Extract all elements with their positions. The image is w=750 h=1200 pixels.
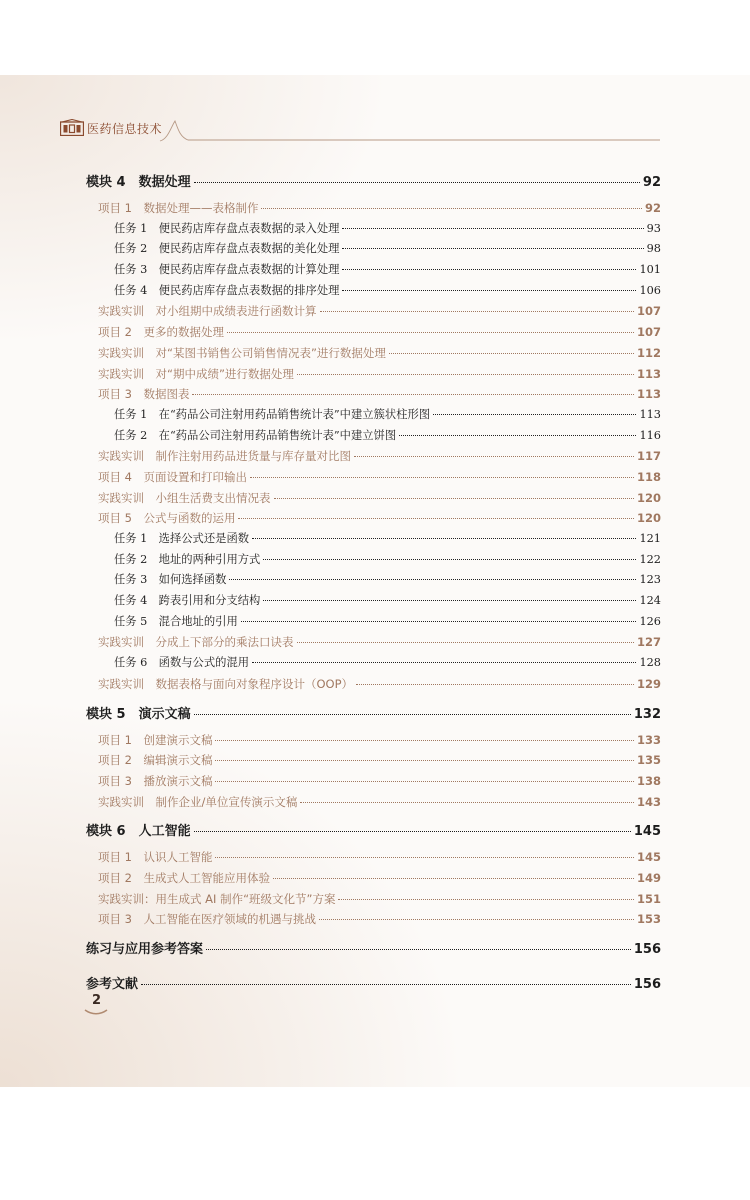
toc-entry-page: 92 (642, 175, 661, 190)
toc-dot-leader (399, 434, 636, 436)
toc-entry-task[interactable] (86, 612, 661, 633)
toc-entry-title: 实践实训 分成上下部分的乘法口诀表 (98, 635, 294, 650)
toc-entry-title: 实践实训 小组生活费支出情况表 (98, 490, 271, 505)
header-title: 医药信息技术 (87, 122, 163, 136)
toc-dot-leader (342, 227, 643, 229)
toc-entry-page: 112 (636, 345, 661, 360)
toc-dot-leader (215, 780, 634, 782)
toc-entry-title: 实践实训 对小组期中成绩表进行函数计算 (98, 304, 317, 319)
toc-entry-title: 任务 4 便民药店库存盘点表数据的排序处理 (114, 283, 340, 297)
toc-entry-title: 任务 1 选择公式还是函数 (114, 532, 250, 545)
toc-entry-page: 135 (636, 753, 661, 768)
toc-dot-leader (300, 801, 634, 803)
toc-entry-module[interactable] (86, 816, 661, 847)
toc-entry-title: 模块 5 演示文稿 (86, 706, 191, 722)
toc-entry-page: 117 (636, 449, 661, 464)
toc-entry-title: 实践实训 制作企业/单位宣传演示文稿 (98, 794, 298, 809)
toc-entry-page: 98 (646, 242, 661, 256)
toc-entry-project[interactable] (86, 909, 661, 930)
toc-dot-leader (250, 476, 634, 478)
toc-entry-page: 121 (639, 532, 661, 545)
toc-entry-title: 项目 2 更多的数据处理 (98, 325, 224, 340)
toc-dot-leader (252, 661, 636, 663)
toc-dot-leader (215, 739, 634, 741)
toc-entry-project[interactable] (86, 750, 661, 771)
toc-entry-project[interactable] (86, 488, 661, 509)
toc-dot-leader (274, 497, 634, 499)
hospital-logo-icon (60, 119, 84, 136)
toc-entry-module[interactable] (86, 167, 661, 198)
toc-entry-project[interactable] (86, 674, 661, 695)
toc-entry-page: 93 (646, 221, 661, 235)
toc-entry-title: 项目 1 认识人工智能 (98, 850, 213, 865)
toc-entry-task[interactable] (86, 529, 661, 550)
toc-entry-task[interactable] (86, 426, 661, 447)
toc-entry-page: 127 (636, 635, 661, 650)
toc-entry-title: 实践实训：用生成式 AI 制作“班级文化节”方案 (98, 891, 336, 906)
toc-dot-leader (342, 268, 636, 270)
toc-dot-leader (320, 310, 634, 312)
toc-dot-leader (141, 983, 631, 985)
toc-entry-page: 156 (633, 977, 661, 992)
toc-entry-page: 128 (639, 656, 661, 670)
toc-dot-leader (194, 713, 631, 715)
toc-entry-page: 138 (636, 773, 661, 788)
toc-dot-leader (261, 207, 642, 209)
toc-entry-page: 149 (636, 870, 661, 885)
toc-entry-task[interactable] (86, 239, 661, 260)
toc-entry-title: 项目 3 播放演示文稿 (98, 773, 213, 788)
toc-dot-leader (227, 331, 634, 333)
toc-entry-title: 任务 6 函数与公式的混用 (114, 656, 250, 670)
toc-entry-project[interactable] (86, 868, 661, 889)
toc-dot-leader (297, 641, 634, 643)
toc-dot-leader (342, 247, 643, 249)
toc-entry-title: 任务 3 如何选择函数 (114, 573, 227, 587)
toc-entry-title: 任务 5 混合地址的引用 (114, 614, 238, 628)
toc-entry-title: 参考文献 (86, 977, 139, 992)
toc-entry-title: 任务 1 便民药店库存盘点表数据的录入处理 (114, 221, 340, 235)
toc-entry-project[interactable] (86, 771, 661, 792)
toc-entry-title: 任务 2 便民药店库存盘点表数据的美化处理 (114, 242, 340, 256)
toc-entry-project[interactable] (86, 301, 661, 322)
toc-entry-task[interactable] (86, 260, 661, 281)
toc-dot-leader (263, 599, 636, 601)
toc-entry-task[interactable] (86, 653, 661, 674)
toc-dot-leader (273, 877, 634, 879)
toc-dot-leader (194, 830, 631, 832)
toc-entry-task[interactable] (86, 405, 661, 426)
toc-dot-leader (297, 373, 634, 375)
toc-entry-project[interactable] (86, 889, 661, 910)
table-of-contents (86, 167, 661, 1000)
toc-entry-task[interactable] (86, 219, 661, 240)
toc-entry-title: 项目 4 页面设置和打印输出 (98, 469, 247, 484)
toc-entry-page: 113 (639, 407, 661, 421)
toc-entry-project[interactable] (86, 343, 661, 364)
toc-dot-leader (389, 352, 634, 354)
toc-entry-title: 实践实训 数据表格与面向对象程序设计（OOP） (98, 676, 354, 691)
toc-entry-title: 项目 5 公式与函数的运用 (98, 511, 236, 526)
toc-entry-title: 项目 1 创建演示文稿 (98, 732, 213, 747)
toc-dot-leader (194, 181, 640, 183)
toc-entry-module[interactable] (86, 934, 661, 965)
toc-entry-task[interactable] (86, 570, 661, 591)
toc-entry-page: 153 (636, 912, 661, 927)
toc-entry-module[interactable] (86, 699, 661, 730)
toc-entry-page: 129 (636, 676, 661, 691)
toc-entry-page: 132 (633, 706, 661, 722)
toc-entry-page: 145 (633, 824, 661, 840)
toc-entry-project[interactable] (86, 847, 661, 868)
toc-entry-title: 练习与应用参考答案 (86, 942, 204, 957)
running-header (60, 117, 660, 141)
toc-entry-page: 116 (639, 428, 661, 442)
toc-dot-leader (229, 578, 636, 580)
toc-dot-leader (338, 898, 634, 900)
toc-entry-title: 实践实训 制作注射用药品进货量与库存量对比图 (98, 449, 351, 464)
toc-entry-page: 106 (639, 283, 661, 297)
toc-entry-task[interactable] (86, 281, 661, 302)
toc-entry-page: 113 (636, 366, 661, 381)
toc-entry-title: 模块 4 数据处理 (86, 175, 191, 190)
toc-entry-page: 133 (636, 732, 661, 747)
toc-entry-page: 107 (636, 325, 661, 340)
toc-entry-title: 模块 6 人工智能 (86, 824, 191, 840)
toc-entry-title: 项目 2 编辑演示文稿 (98, 753, 213, 768)
toc-entry-page: 124 (639, 594, 661, 608)
toc-entry-page: 122 (639, 552, 661, 566)
toc-entry-project[interactable] (86, 632, 661, 653)
toc-entry-page: 118 (636, 469, 661, 484)
book-page (0, 75, 750, 1087)
page-number-swoosh (84, 1009, 108, 1015)
toc-entry-project[interactable] (86, 364, 661, 385)
toc-dot-leader (433, 413, 636, 415)
toc-entry-project[interactable] (86, 198, 661, 219)
toc-entry-title: 任务 3 便民药店库存盘点表数据的计算处理 (114, 263, 340, 277)
page-number: 2 (92, 993, 102, 1008)
toc-entry-project[interactable] (86, 792, 661, 813)
toc-entry-title: 项目 2 生成式人工智能应用体验 (98, 870, 270, 885)
toc-entry-page: 123 (639, 573, 661, 587)
toc-entry-project[interactable] (86, 730, 661, 751)
toc-entry-page: 120 (636, 490, 661, 505)
toc-dot-leader (356, 683, 634, 685)
toc-entry-title: 任务 2 地址的两种引用方式 (114, 552, 261, 566)
toc-entry-page: 107 (636, 304, 661, 319)
toc-entry-page: 120 (636, 511, 661, 526)
toc-entry-page: 101 (639, 263, 661, 277)
toc-entry-page: 113 (636, 387, 661, 402)
toc-dot-leader (263, 558, 636, 560)
toc-dot-leader (238, 517, 634, 519)
toc-dot-leader (342, 289, 636, 291)
toc-entry-project[interactable] (86, 508, 661, 529)
toc-entry-page: 151 (636, 891, 661, 906)
toc-entry-title: 实践实训 对“期中成绩”进行数据处理 (98, 366, 294, 381)
toc-entry-project[interactable] (86, 467, 661, 488)
toc-dot-leader (252, 537, 636, 539)
toc-entry-title: 任务 4 跨表引用和分支结构 (114, 594, 261, 608)
toc-entry-page: 145 (636, 850, 661, 865)
toc-entry-project[interactable] (86, 446, 661, 467)
toc-entry-task[interactable] (86, 550, 661, 571)
toc-dot-leader (354, 455, 634, 457)
toc-entry-page: 126 (639, 614, 661, 628)
toc-entry-page: 92 (644, 201, 661, 215)
toc-entry-page: 156 (633, 942, 661, 957)
toc-dot-leader (215, 856, 634, 858)
toc-entry-title: 项目 3 数据图表 (98, 387, 190, 402)
toc-entry-title: 任务 2 在“药品公司注射用药品销售统计表”中建立饼图 (114, 428, 397, 442)
toc-dot-leader (206, 948, 631, 950)
toc-dot-leader (241, 620, 637, 622)
toc-entry-title: 实践实训 对“某图书销售公司销售情况表”进行数据处理 (98, 345, 386, 360)
toc-entry-module[interactable] (86, 969, 661, 1000)
toc-entry-page: 143 (636, 794, 661, 809)
toc-entry-project[interactable] (86, 384, 661, 405)
toc-entry-project[interactable] (86, 322, 661, 343)
toc-dot-leader (192, 393, 634, 395)
toc-entry-title: 项目 3 人工智能在医疗领域的机遇与挑战 (98, 912, 316, 927)
toc-entry-title: 任务 1 在“药品公司注射用药品销售统计表”中建立簇状柱形图 (114, 407, 431, 421)
toc-entry-title: 项目 1 数据处理——表格制作 (98, 201, 259, 215)
toc-dot-leader (319, 918, 634, 920)
toc-dot-leader (215, 759, 634, 761)
toc-entry-task[interactable] (86, 591, 661, 612)
